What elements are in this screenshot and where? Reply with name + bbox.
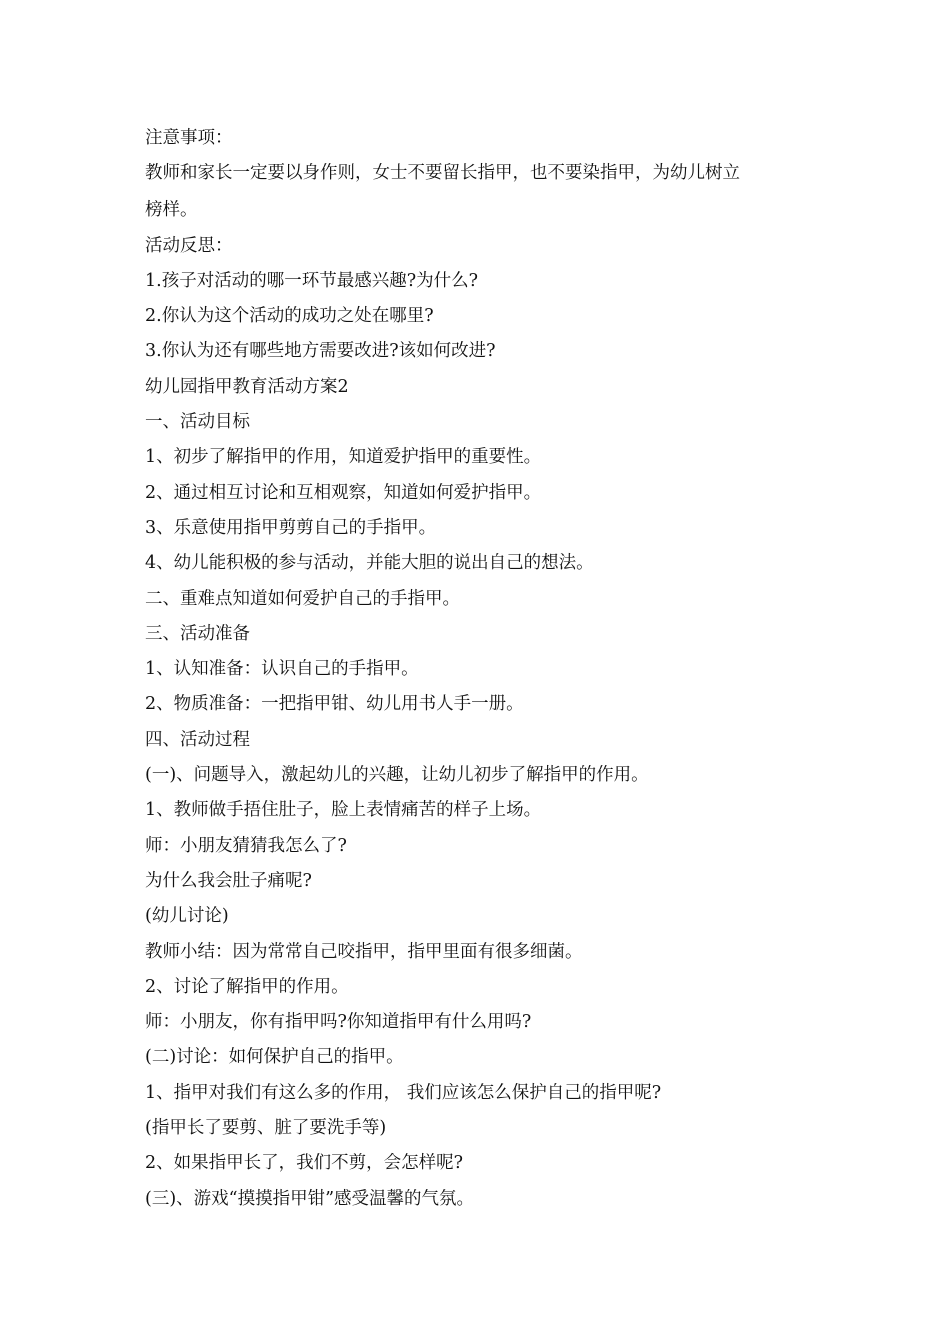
text-line: (二)讨论：如何保护自己的指甲。: [145, 1047, 404, 1068]
document-body: [145, 124, 810, 1220]
section-title: 幼儿园指甲教育活动方案2: [145, 376, 349, 397]
text-line: 榜样。: [145, 200, 198, 221]
text-line: 2、通过相互讨论和互相观察，知道如何爱护指甲。: [145, 482, 542, 503]
text-line: 1、指甲对我们有这么多的作用， 我们应该怎么保护自己的指甲呢?: [145, 1082, 662, 1103]
text-line: (三)、游戏“摸摸指甲钳”感受温馨的气氛。: [145, 1188, 475, 1209]
text-line: 3、乐意使用指甲剪剪自己的手指甲。: [145, 517, 437, 538]
text-line: 师：小朋友猜猜我怎么了?: [145, 835, 347, 856]
text-line: (指甲长了要剪、脏了要洗手等): [145, 1118, 387, 1139]
text-line: 活动反思：: [145, 235, 233, 256]
text-line: 一、活动目标: [145, 412, 250, 433]
text-line: 1、初步了解指甲的作用，知道爱护指甲的重要性。: [145, 447, 542, 468]
text-line: (一)、问题导入，激起幼儿的兴趣，让幼儿初步了解指甲的作用。: [145, 765, 649, 786]
text-line: 注意事项：: [145, 128, 233, 148]
text-line: 教师小结：因为常常自己咬指甲，指甲里面有很多细菌。: [145, 941, 583, 962]
text-line: 为什么我会肚子痛呢?: [145, 870, 312, 891]
text-line: 2、如果指甲长了，我们不剪，会怎样呢?: [145, 1153, 464, 1174]
text-line: 四、活动过程: [145, 729, 250, 750]
text-line: (幼儿讨论): [145, 906, 229, 927]
text-line: 1.孩子对活动的哪一环节最感兴趣?为什么?: [145, 270, 478, 291]
text-line: 4、幼儿能积极的参与活动，并能大胆的说出自己的想法。: [145, 553, 594, 574]
text-line: 1、认知准备：认识自己的手指甲。: [145, 659, 419, 680]
text-line: 2.你认为这个活动的成功之处在哪里?: [145, 306, 434, 327]
text-line: 师：小朋友，你有指甲吗?你知道指甲有什么用吗?: [145, 1012, 532, 1033]
text-line: 3.你认为还有哪些地方需要改进?该如何改进?: [145, 341, 496, 362]
text-line: 1、教师做手捂住肚子，脸上表情痛苦的样子上场。: [145, 800, 542, 821]
text-line: 教师和家长一定要以身作则，女士不要留长指甲，也不要染指甲，为幼儿树立: [145, 163, 740, 184]
text-line: 三、活动准备: [145, 623, 250, 644]
text-line: 二、重难点知道如何爱护自己的手指甲。: [145, 588, 460, 609]
text-line: 2、物质准备：一把指甲钳、幼儿用书人手一册。: [145, 694, 524, 715]
text-line: 2、讨论了解指甲的作用。: [145, 976, 349, 997]
